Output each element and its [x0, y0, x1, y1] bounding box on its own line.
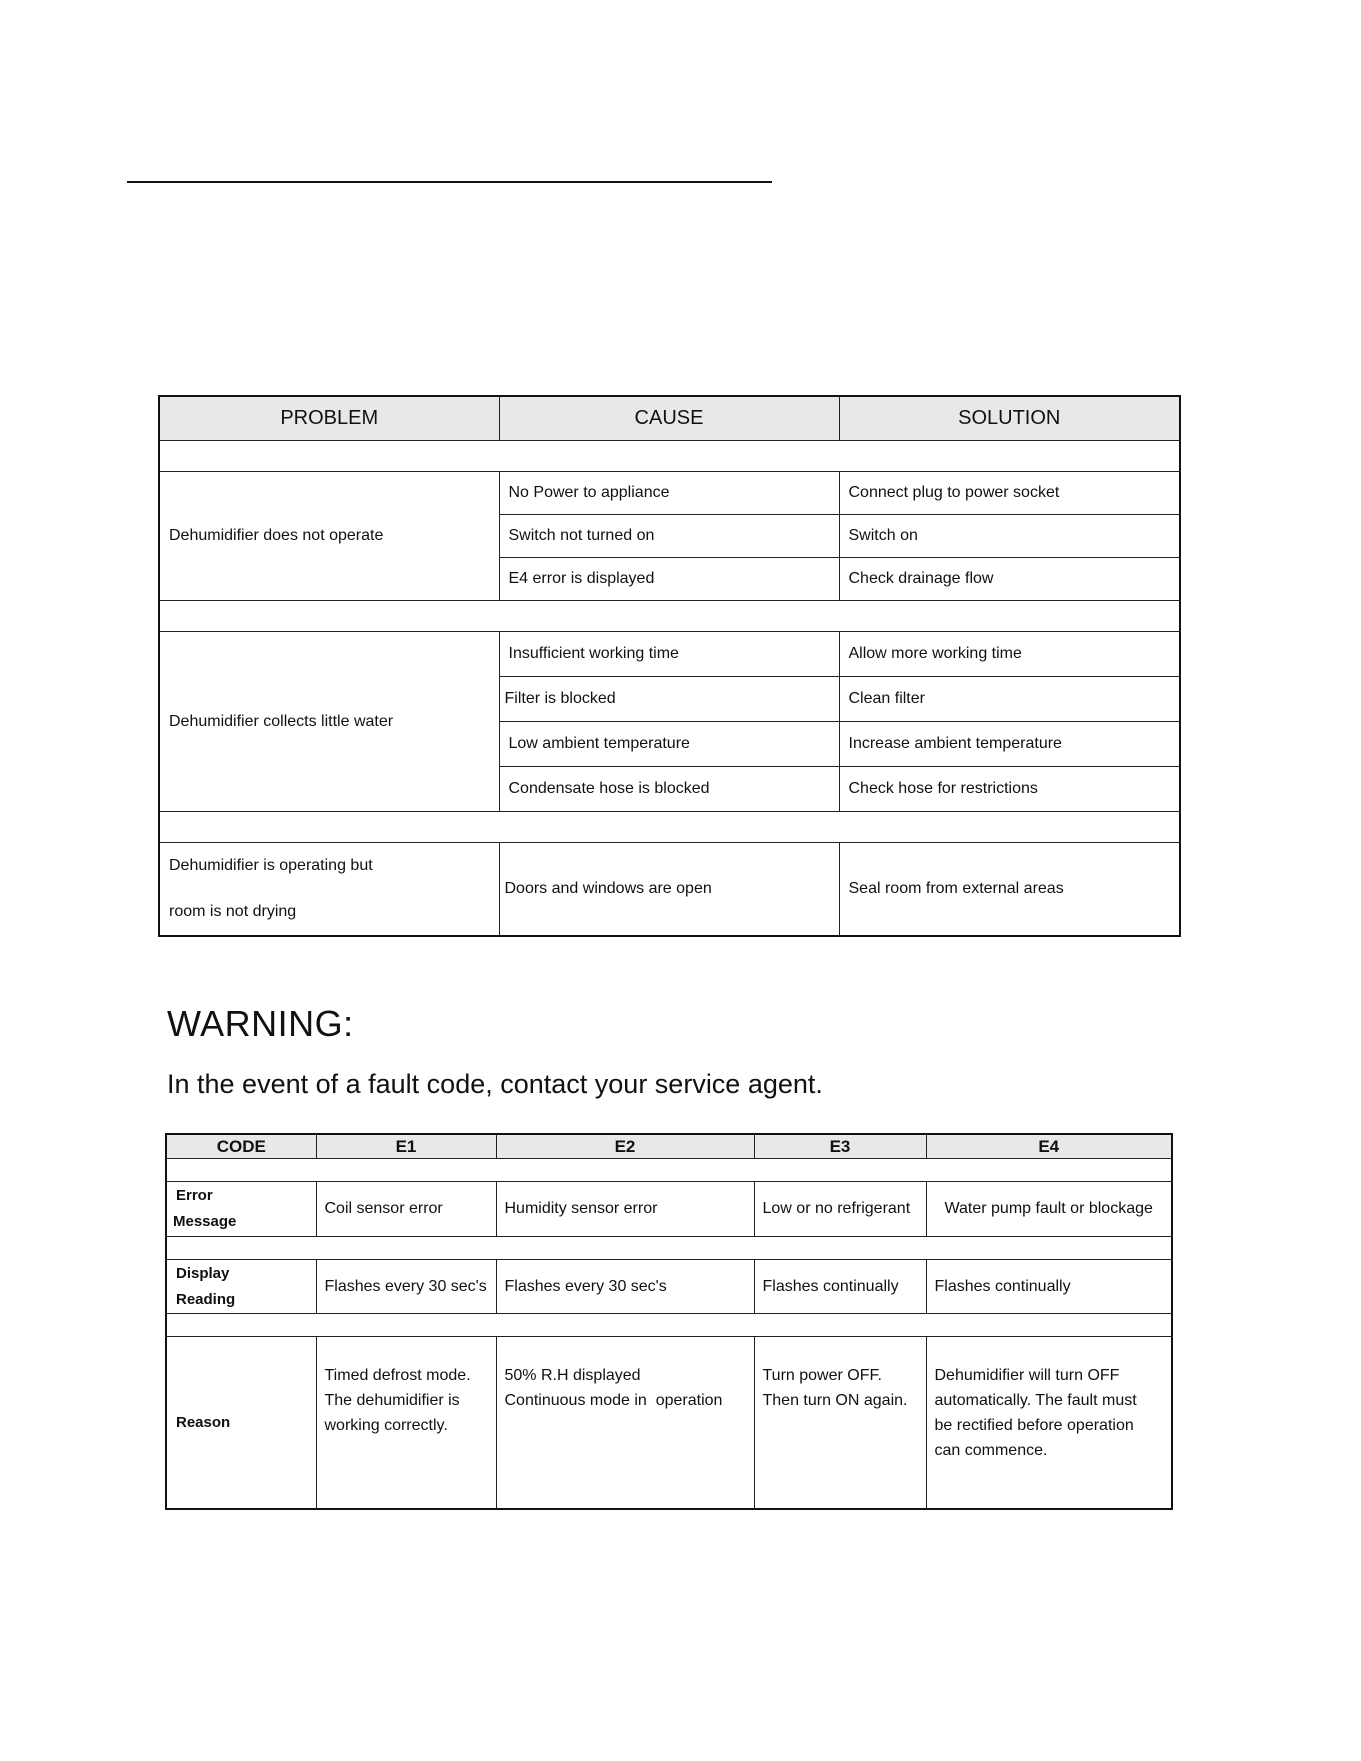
table-row	[166, 1182, 1172, 1237]
warning-title: WARNING:	[167, 1003, 354, 1044]
header-e3: E3	[754, 1134, 926, 1159]
error-message-cell: Low or no refrigerant	[754, 1182, 926, 1237]
reason-line: Dehumidifier will turn OFF	[934, 1367, 1120, 1384]
reason-line: automatically. The fault must	[934, 1392, 1137, 1409]
solution-cell: Clean filter	[839, 677, 1180, 722]
solution-cell: Allow more working time	[839, 632, 1180, 677]
problem-cell: Dehumidifier collects little water	[159, 632, 499, 812]
error-message-cell: Water pump fault or blockage	[926, 1182, 1172, 1237]
display-reading-cell: Flashes continually	[754, 1260, 926, 1314]
table-row	[159, 472, 1180, 515]
header-solution: SOLUTION	[839, 396, 1180, 441]
solution-cell: Seal room from external areas	[839, 843, 1180, 937]
warning-text: In the event of a fault code, contact your service agent.	[167, 1069, 823, 1099]
cause-cell: Insufficient working time	[499, 632, 839, 677]
table-row	[166, 1260, 1172, 1314]
reason-cell	[926, 1337, 1172, 1510]
cause-cell: E4 error is displayed	[499, 558, 839, 601]
row-label-line: Reading	[176, 1290, 236, 1308]
spacer-row	[159, 441, 1180, 472]
troubleshooting-table	[158, 395, 1181, 937]
title-underline	[127, 181, 772, 183]
problem-cell	[159, 843, 499, 937]
header-e1: E1	[316, 1134, 496, 1159]
table-row	[166, 1337, 1172, 1510]
reason-line: Timed defrost mode.	[324, 1367, 471, 1384]
reason-cell	[496, 1337, 754, 1510]
header-problem: PROBLEM	[159, 396, 499, 441]
table-row	[159, 632, 1180, 677]
reason-line: Then turn ON again.	[762, 1392, 908, 1409]
problem-line: Dehumidifier is operating but	[169, 857, 373, 874]
row-label-reason: Reason	[166, 1337, 316, 1510]
reason-line: working correctly.	[324, 1417, 448, 1434]
header-e4: E4	[926, 1134, 1172, 1159]
spacer-row	[166, 1237, 1172, 1260]
solution-cell: Connect plug to power socket	[839, 472, 1180, 515]
row-label-line: Error	[176, 1187, 213, 1204]
row-label-error-message	[166, 1182, 316, 1237]
spacer-row	[159, 812, 1180, 843]
table-header-row	[159, 396, 1180, 441]
table-row	[159, 843, 1180, 937]
display-reading-cell: Flashes continually	[926, 1260, 1172, 1314]
cause-cell: Switch not turned on	[499, 515, 839, 558]
spacer-row	[166, 1159, 1172, 1182]
header-cause: CAUSE	[499, 396, 839, 441]
reason-line: 50% R.H displayed	[504, 1367, 641, 1384]
cause-cell: Condensate hose is blocked	[499, 767, 839, 812]
reason-line: The dehumidifier is	[324, 1392, 460, 1409]
cause-cell: No Power to appliance	[499, 472, 839, 515]
reason-cell	[316, 1337, 496, 1510]
reason-line: be rectified before operation	[934, 1417, 1134, 1434]
row-label-line: Message	[173, 1213, 237, 1230]
reason-cell	[754, 1337, 926, 1510]
fault-code-table	[165, 1133, 1173, 1510]
cause-cell: Low ambient temperature	[499, 722, 839, 767]
display-reading-cell: Flashes every 30 sec's	[496, 1260, 754, 1314]
row-label-display-reading	[166, 1260, 316, 1314]
reason-line: can commence.	[934, 1442, 1048, 1459]
cause-cell: Doors and windows are open	[499, 843, 839, 937]
cause-cell: Filter is blocked	[499, 677, 839, 722]
solution-cell: Check hose for restrictions	[839, 767, 1180, 812]
row-label-line: Display	[176, 1264, 230, 1282]
problem-cell: Dehumidifier does not operate	[159, 472, 499, 601]
solution-cell: Check drainage flow	[839, 558, 1180, 601]
error-message-cell: Humidity sensor error	[496, 1182, 754, 1237]
table-header-row	[166, 1134, 1172, 1159]
spacer-row	[166, 1314, 1172, 1337]
reason-line: Turn power OFF.	[762, 1367, 882, 1384]
solution-cell: Switch on	[839, 515, 1180, 558]
problem-line: room is not drying	[169, 903, 297, 920]
error-message-cell: Coil sensor error	[316, 1182, 496, 1237]
header-code: CODE	[166, 1134, 316, 1159]
reason-line: Continuous mode in operation	[504, 1392, 723, 1409]
header-e2: E2	[496, 1134, 754, 1159]
solution-cell: Increase ambient temperature	[839, 722, 1180, 767]
display-reading-cell: Flashes every 30 sec's	[316, 1260, 496, 1314]
spacer-row	[159, 601, 1180, 632]
